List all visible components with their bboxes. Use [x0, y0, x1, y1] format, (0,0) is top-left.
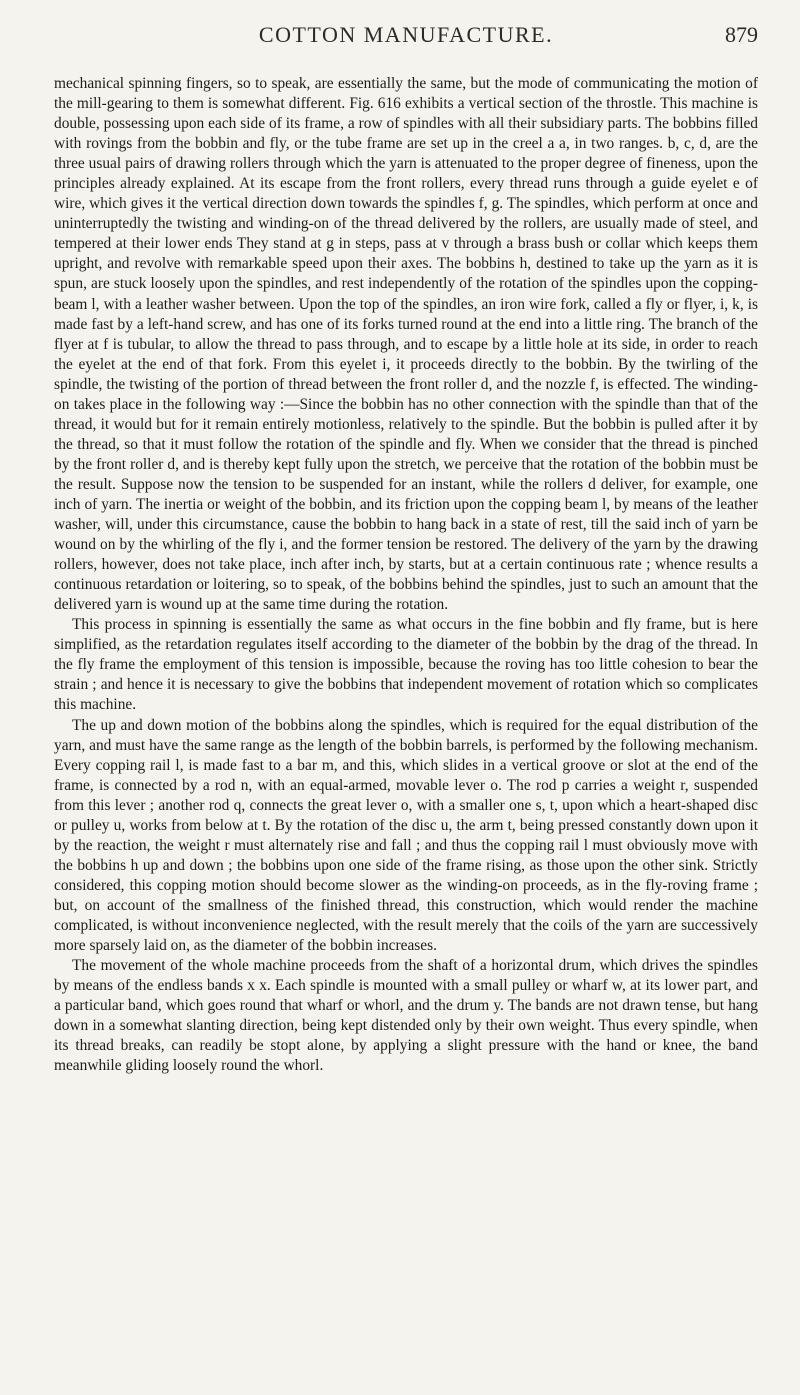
body-text — [54, 74, 758, 1076]
paragraph-2: This process in spinning is essentially the same as what occurs in the fine bobbin and fly frame, but is here simplified, as the retardation regulates itself according to the diameter of the bobbin by the drag of the thread. In the fly frame the employment of this tension is impossible, because the roving has too little cohesion to bear the strain ; and hence it is necessary to give the bobbins that independent movement of rotation which so complicates this machine. — [54, 616, 758, 714]
paragraph-3: The up and down motion of the bobbins along the spindles, which is required for the equal distribution of the yarn, and must have the same range as the length of the bobbin barrels, is performed by the following mechanism. Every copping rail l, is made fast to a bar m, and this, which slides in a vertical groove or slot at the end of the frame, is connected by a rod n, with an equal-armed, movable lever o. The rod p carries a weight r, suspended from this lever ; another rod q, connects the great lever o, with a smaller one s, t, upon which a heart-shaped disc or pulley u, works from below at t. By the rotation of the disc u, the arm t, being pressed constantly down upon it by the reaction, the weight r must alternately rise and fall ; and thus the copping rail l must obviously move with the bobbins h up and down ; the bobbins upon one side of the frame rising, as those upon the other sink. Strictly considered, this copping motion should become slower as the winding-on proceeds, as in the fly-roving frame ; but, on account of the smallness of the finished thread, this construction, which would render the machine complicated, is without inconvenience neglected, with the result merely that the coils of the yarn are successively more sparsely laid on, as the diameter of the bobbin increases. — [54, 716, 758, 955]
paragraph-4: The movement of the whole machine proceeds from the shaft of a horizontal drum, which drives the spindles by means of the endless bands x x. Each spindle is mounted with a small pulley or wharf w, at its lower part, and a particular band, which goes round that wharf or whorl, and the drum y. The bands are not drawn tense, but hang down in a somewhat slanting direction, being kept distended only by their own weight. Thus every spindle, when its thread breaks, can readily be stopt alone, by applying a slight pressure with the hand or knee, the band meanwhile gliding loosely round the whorl. — [54, 957, 758, 1075]
running-title: COTTON MANUFACTURE. — [258, 22, 554, 47]
running-head — [54, 22, 758, 62]
page-number: 879 — [725, 22, 758, 47]
paragraph-1: mechanical spinning fingers, so to speak, are essentially the same, but the mode of communicating the motion of the mill-gearing to them is somewhat different. Fig. 616 exhibits a vertical section of the throstle. This machine is double, possessing upon each side of its frame, a row of spindles with all their subsidiary parts. The bobbins filled with rovings from the bobbin and fly, or the tube frame are set up in the creel a a, in two ranges. b, c, d, are the three usual pairs of drawing rollers through which the yarn is attenuated to the proper degree of fineness, upon the principles already explained. At its escape from the front rollers, every thread runs through a guide eyelet e of wire, which gives it the vertical direction down towards the spindles f, g. The spindles, which perform at once and uninterruptedly the twisting and winding-on of the thread delivered by the rollers, are usually made of steel, and tempered at their lower ends They stand at g in steps, pass at v through a brass bush or collar which keeps them upright, and revolve with remarkable speed upon their axes. The bobbins h, destined to take up the yarn as it is spun, are stuck loosely upon the spindles, and rest independently of the rotation of the spindles upon the copping-beam l, with a leather washer between. Upon the top of the spindles, an iron wire fork, called a fly or flyer, i, k, is made fast by a left-hand screw, and has one of its forks turned round at the end into a little ring. The branch of the flyer at f is tubular, to allow the thread to pass through, and to escape by a little hole at its side, in order to reach the eyelet at the end of that fork. From this eyelet i, it proceeds directly to the bobbin. By the twirling of the spindle, the twisting of the portion of thread between the front roller d, and the nozzle f, is effected. The winding-on takes place in the following way :—Since the bobbin has no other connection with the spindle than that of the thread, it would but for it remain entirely motionless, relatively to the spindle. But the bobbin is pulled after it by the thread, so that it must follow the rotation of the spindle and fly. When we consider that the thread is pinched by the front roller d, and is thereby kept fully upon the stretch, we perceive that the rotation of the bobbin must be the result. Suppose now the tension to be suspended for an instant, while the rollers d deliver, for example, one inch of yarn. The inertia or weight of the bobbin, and its friction upon the copping beam l, by means of the leather washer, will, under this circumstance, cause the bobbin to hang back in a state of rest, till the said inch of yarn be wound on by the whirling of the fly i, and the former tension be restored. The delivery of the yarn by the drawing rollers, however, does not take place, inch after inch, by starts, but at a certain continuous rate ; whence results a continuous retardation or loitering, so to speak, of the bobbins behind the spindles, just to such an amount that the delivered yarn is wound up at the same time during the rotation. — [54, 75, 758, 614]
